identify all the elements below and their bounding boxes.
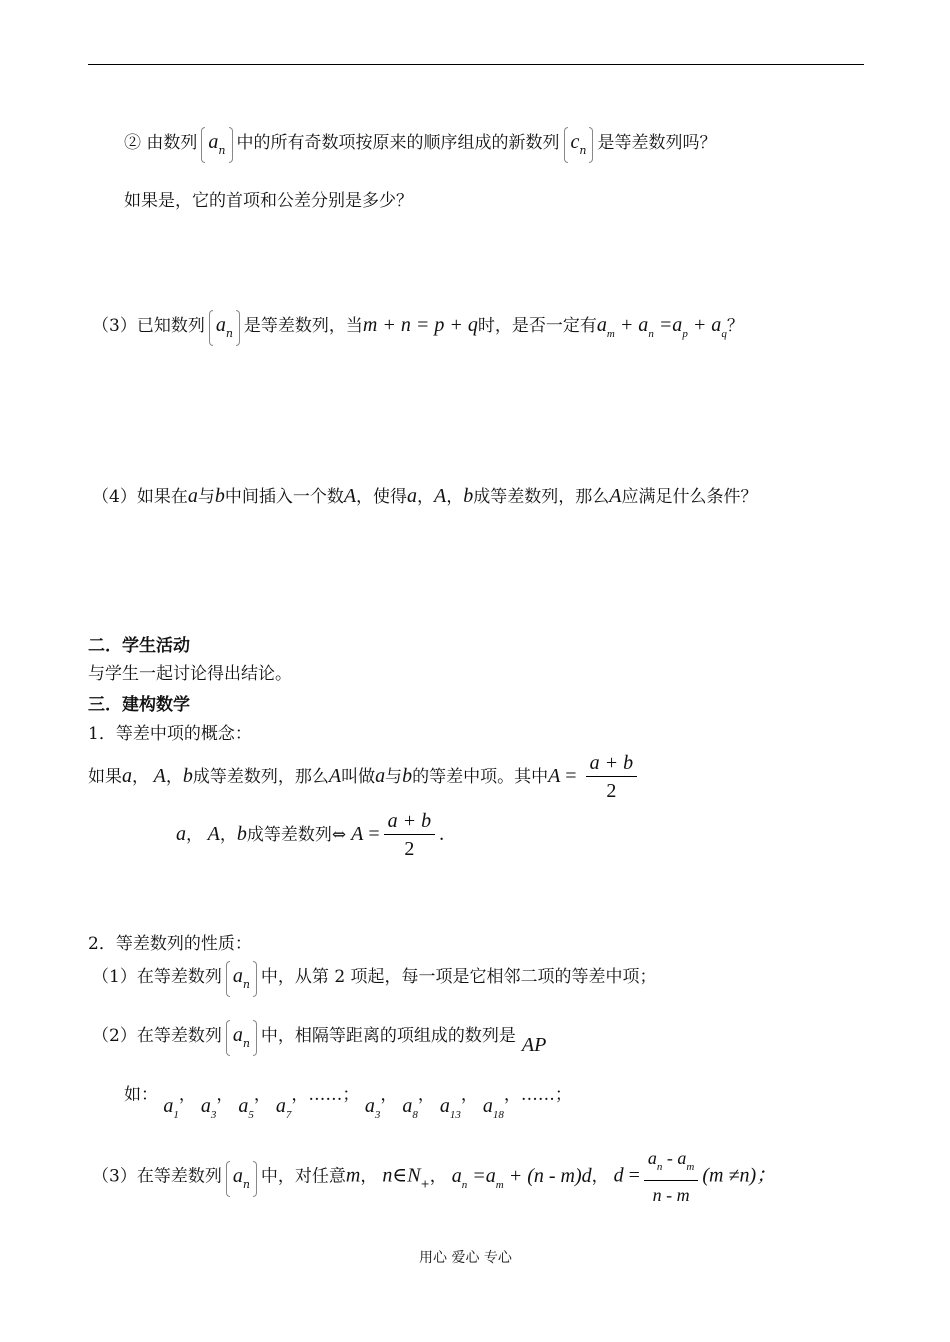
item-1-title: 1．等差中项的概念： (88, 724, 252, 744)
header-rule (88, 64, 864, 65)
condition-formula: m + n = p + q (362, 314, 478, 336)
ap-label: AP (521, 1034, 547, 1056)
section-2-heading: 二．学生活动 (88, 636, 190, 656)
question-3: （3）已知数列 $a_n$ 是等差数列，当m + n = p + q时，是否一定有$a_m + a_n =a_p + a_q$？ (92, 314, 744, 340)
item-1-definition: 如果a， A，b成等差数列，那么A叫做a与b的等差中项。其中A = $\frac{a + b}{2}$ (88, 750, 641, 805)
sequence-a-n: $a_n$ (226, 1024, 257, 1050)
item-2-title: 2．等差数列的性质： (88, 934, 252, 954)
question-4: （4）如果在a与b中间插入一个数A，使得a，A，b成等差数列，那么A应满足什么条件？ (92, 485, 758, 507)
sum-equality-formula: $a_m + a_n =a_p + a_q$ (596, 314, 727, 340)
item-1-equivalence: a， A，b成等差数列⇔ A = $\frac{a + b}{2}$ . (176, 808, 444, 863)
property-1: （1）在等差数列 $a_n$ 中，从第 2 项起，每一项是它相邻二项的等差中项； (92, 965, 657, 991)
footer-text: 用心 爱心 专心 (419, 1250, 512, 1266)
property-2-example: 如： $a_1$， $a_3$， $a_5$， $a_7$，……； $a_3$， $a_8$， $a_{13}$， $a_{18}$，……； (124, 1085, 572, 1121)
sequence-a-n: $a_n$ (226, 1165, 257, 1191)
property-3: （3）在等差数列 $a_n$ 中，对任意m， $n\in N_+$， $a_n =a_m + (n - m)d$， d = $\frac{a_n - a_m}{n - m}$ (m ≠n)； (92, 1145, 776, 1209)
sequence-a-n: $a_n$ (226, 965, 257, 991)
common-difference-fraction: $\frac{a_n - a_m}{n - m}$ (644, 1145, 698, 1209)
property-2: （2）在等差数列 $a_n$ 中，相隔等距离的项组成的数列是 AP (92, 1024, 547, 1056)
question-2-line-1: ② 由数列 $a_n$ 中的所有奇数项按原来的顺序组成的新数列 $c_n$ 是等差数列吗？ (124, 131, 717, 157)
section-2-body: 与学生一起讨论得出结论。 (88, 664, 292, 684)
mean-fraction: $\frac{a + b}{2}$ (586, 750, 638, 805)
section-3-heading: 三．建构数学 (88, 695, 190, 715)
sequence-c-n: $c_n$ (564, 131, 594, 157)
sequence-a-n: $a_n$ (201, 131, 232, 157)
question-2-line-2: 如果是，它的首项和公差分别是多少？ (124, 191, 413, 211)
sequence-a-n: $a_n$ (209, 314, 240, 340)
mean-fraction: $\frac{a + b}{2}$ (384, 808, 436, 863)
